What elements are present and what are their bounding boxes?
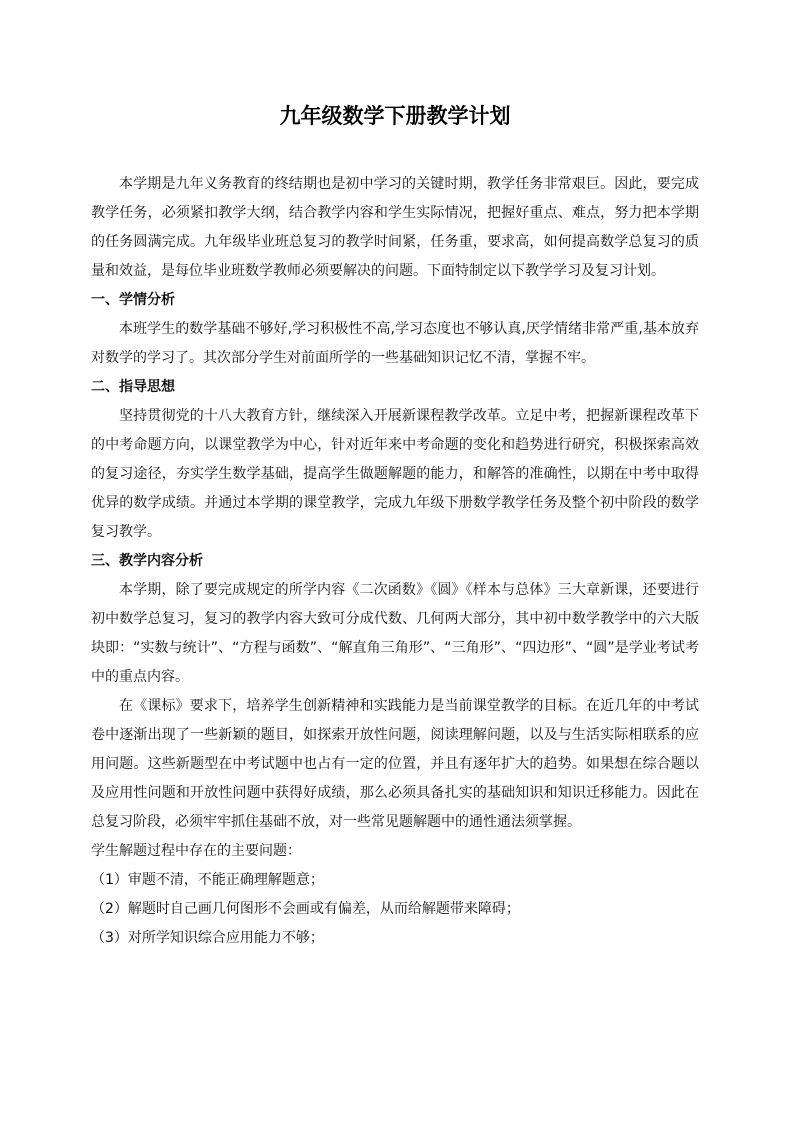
section-heading-learning-analysis: 一、学情分析 [91,292,175,308]
content-analysis-paragraph-2: 在《课标》要求下，培养学生创新精神和实践能力是当前课堂教学的目标。在近几年的中考试卷中逐渐出现了一些新颖的题目，如探索开放性问题，阅读理解问题，以及与生活实际相联系的应用问题。这些新题型在中考试题中也占有一定的位置，并且有逐年扩大的趋势。如果想在综合题以及应用性问题和开放性问题中获得好成绩，那么必须具备扎实的基础知识和知识迁移能力。因此在总复习阶段，必须牢牢抓住基础不放，对一些常见题解题中的通性通法须掌握。 [91,698,699,830]
problem-item-3: （3）对所学知识综合应用能力不够； [91,930,324,946]
problem-item-2: （2）解题时自己画几何图形不会画或有偏差，从而给解题带来障碍； [91,901,520,917]
document-body [91,170,699,953]
content-analysis-paragraph-1: 本学期，除了要完成规定的所学内容《二次函数》《圆》《样本与总体》三大章新课，还要进行初中数学总复习，复习的教学内容大致可分成代数、几何两大部分，其中初中数学教学中的六大版块即：“实数与统计”、“方程与函数”、“解直角三角形”、“三角形”、“四边形”、“圆”是学业考试考中的重点内容。 [91,582,699,685]
problems-intro: 学生解题过程中存在的主要问题： [91,843,301,859]
intro-paragraph: 本学期是九年义务教育的终结期也是初中学习的关键时期，教学任务非常艰巨。因此，要完成教学任务，必须紧扣教学大纲，结合教学内容和学生实际情况，把握好重点、难点，努力把本学期的任务圆满完成。九年级毕业班总复习的教学时间紧，任务重，要求高，如何提高数学总复习的质量和效益，是每位毕业班数学教师必须要解决的问题。下面特制定以下教学学习及复习计划。 [91,176,699,279]
document-title: 九年级数学下册教学计划 [279,103,511,128]
guiding-idea-paragraph: 坚持贯彻党的十八大教育方针，继续深入开展新课程教学改革。立足中考，把握新课程改革下的中考命题方向，以课堂教学为中心，针对近年来中考命题的变化和趋势进行研究，积极探索高效的复习途径，夯实学生数学基础，提高学生做题解题的能力，和解答的准确性，以期在中考中取得优异的数学成绩。并通过本学期的课堂教学，完成九年级下册数学教学任务及整个初中阶段的数学复习教学。 [91,408,699,540]
problem-item-1: （1）审题不清，不能正确理解题意； [91,872,324,888]
learning-analysis-paragraph: 本班学生的数学基础不够好,学习积极性不高,学习态度也不够认真,厌学情绪非常严重,基本放弃对数学的学习了。其次部分学生对前面所学的一些基础知识记忆不清，掌握不牢。 [91,321,699,366]
section-heading-content-analysis: 三、教学内容分析 [91,553,203,569]
section-heading-guiding-idea: 二、指导思想 [91,379,175,395]
